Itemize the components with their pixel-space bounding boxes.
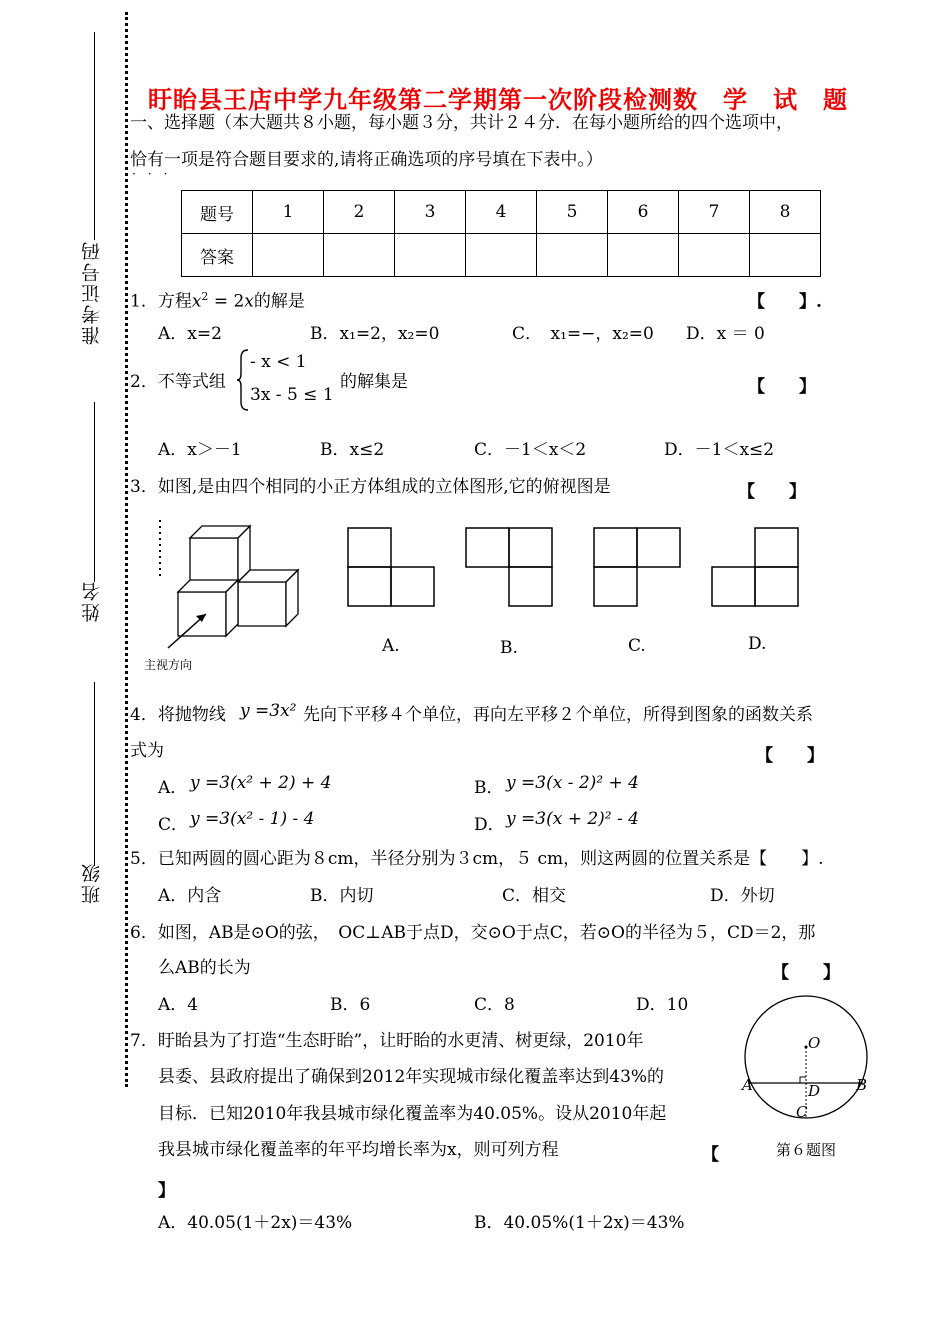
answer-cell[interactable] — [253, 234, 324, 277]
q3-view-direction-label: 主视方向 — [144, 658, 193, 672]
table-row — [182, 234, 821, 277]
q7-bracket-open: 【 — [702, 1145, 719, 1165]
q2-option-b: B．x≤2 — [320, 440, 385, 460]
q6-label-d: D — [808, 1082, 821, 1100]
q3-option-b-figure — [464, 526, 556, 608]
answer-table — [181, 190, 821, 277]
q2-option-d: D．－1＜x≤2 — [664, 440, 775, 460]
q5-stem: 5．已知两圆的圆心距为８cm，半径分别为３cm，５ cm，则这两圆的位置关系是【 】. — [130, 849, 824, 869]
q6-label-a: A — [742, 1076, 753, 1094]
q4-stem-end: 式为 — [130, 741, 164, 761]
name-label: 姓名 — [81, 580, 103, 622]
class-label: 班级 — [81, 862, 103, 904]
table-row — [182, 191, 821, 234]
q6-answer-bracket: 【 】 — [772, 963, 840, 983]
q3-answer-bracket: 【 】 — [738, 482, 806, 502]
q4-option-d: y =3(x + 2)² - 4 — [506, 809, 639, 829]
q6-circle-figure — [735, 990, 885, 1130]
answer-cell[interactable] — [537, 234, 608, 277]
q3-option-d-figure — [710, 526, 802, 608]
q7-line1: 7．盱眙县为了打造“生态盱眙”，让盱眙的水更清、树更绿，2010年 — [130, 1031, 644, 1051]
q4-option-d-label: D． — [474, 815, 505, 835]
q3-stem: 3．如图,是由四个相同的小正方体组成的立体图形,它的俯视图是 — [130, 477, 611, 497]
q6-label-c: C — [796, 1103, 808, 1121]
answer-cell[interactable] — [608, 234, 679, 277]
table-cell: 4 — [466, 191, 537, 234]
table-cell: 7 — [679, 191, 750, 234]
q1-eq-x: x — [191, 291, 202, 312]
table-head-answer: 答案 — [182, 234, 253, 277]
table-cell: 8 — [750, 191, 821, 234]
q1-stem — [130, 287, 305, 312]
table-cell: 6 — [608, 191, 679, 234]
q7-option-a: A．40.05(1＋2x)＝43% — [158, 1213, 353, 1233]
q5-option-b: B．内切 — [310, 886, 374, 906]
q1-option-d: D．x ＝ 0 — [686, 324, 765, 344]
q5-option-d: D．外切 — [710, 886, 775, 906]
q2-stem: 2．不等式组 — [130, 372, 226, 392]
q1-option-b: B．x₁=2，x₂=0 — [310, 324, 440, 344]
q1-eq-x2: x — [244, 291, 254, 312]
q3-option-a: A. — [382, 636, 400, 656]
q1-eq-sup: 2 — [201, 290, 209, 303]
q1-option-a: A．x=2 — [158, 324, 222, 344]
q2-inequality-2: 3x - 5 ≤ 1 — [250, 385, 334, 405]
binding-line — [94, 682, 95, 866]
section1-line2: 恰有一项是符合题目要求的,请将正确选项的序号填在下表中。） — [130, 150, 603, 170]
q6-option-d: D．10 — [636, 995, 689, 1015]
answer-cell[interactable] — [395, 234, 466, 277]
seal-dotted-line — [125, 12, 128, 1087]
table-cell: 5 — [537, 191, 608, 234]
q2-system-brace — [236, 348, 250, 412]
q5-option-a: A．内含 — [158, 886, 222, 906]
q6-label-o: O — [808, 1034, 821, 1052]
q4-stem-start: 4．将抛物线 — [130, 705, 226, 725]
q2-option-c: C．－1＜x＜2 — [474, 440, 587, 460]
q6-figure-caption: 第６题图 — [776, 1141, 837, 1159]
answer-cell[interactable] — [324, 234, 395, 277]
q1-option-c: C． x₁=−，x₂=0 — [512, 324, 654, 344]
q1-stem-end: 的解是 — [253, 291, 305, 312]
q7-option-b: B．40.05%(1＋2x)＝43% — [474, 1213, 685, 1233]
q6-option-c: C．8 — [474, 995, 515, 1015]
q1-eq-mid: = 2 — [208, 291, 245, 312]
answer-cell[interactable] — [466, 234, 537, 277]
exam-number-label: 准考证号码 — [81, 240, 103, 345]
q2-stem-end: 的解集是 — [340, 372, 408, 392]
answer-cell[interactable] — [750, 234, 821, 277]
binding-line — [94, 32, 95, 240]
table-head-number: 题号 — [182, 191, 253, 234]
binding-line — [94, 402, 95, 582]
q3-option-d: D. — [748, 634, 767, 654]
q5-option-c: C．相交 — [502, 886, 567, 906]
q3-option-c-figure — [592, 526, 684, 608]
q6-stem: 6．如图，AB是⊙O的弦， OC⊥AB于点D，交⊙O于点C，若⊙O的半径为５，CD＝2，那 — [130, 923, 816, 943]
q6-option-b: B．6 — [330, 995, 371, 1015]
answer-cell[interactable] — [679, 234, 750, 277]
q6-option-a: A．4 — [158, 995, 199, 1015]
q4-answer-bracket: 【 】 — [756, 746, 824, 766]
table-cell: 1 — [253, 191, 324, 234]
q3-cube-figure — [150, 516, 300, 656]
q7-line4: 我县城市绿化覆盖率的年平均增长率为x，则可列方程 — [158, 1140, 559, 1160]
table-cell: 3 — [395, 191, 466, 234]
q7-bracket-close: 】 — [158, 1181, 175, 1201]
q7-line3: 目标．已知2010年我县城市绿化覆盖率为40.05%。设从2010年起 — [158, 1104, 667, 1124]
q7-line2: 县委、县政府提出了确保到2012年实现城市绿化覆盖率达到43%的 — [158, 1067, 665, 1087]
q3-option-b: B. — [500, 638, 518, 658]
q4-stem-rest: 先向下平移４个单位，再向左平移２个单位，所得到图象的函数关系 — [303, 705, 813, 725]
q2-answer-bracket: 【 】 — [748, 377, 816, 397]
q1-answer-bracket: 【 】. — [748, 292, 822, 312]
table-cell: 2 — [324, 191, 395, 234]
q4-option-b-label: B． — [474, 778, 504, 798]
q4-function: y =3x² — [240, 701, 297, 721]
page-title: 盱眙县王店中学九年级第二学期第一次阶段检测数 学 试 题 — [148, 85, 848, 114]
q6-stem-cont: 么AB的长为 — [158, 958, 251, 978]
q3-option-c: C. — [628, 636, 646, 656]
q1-stem-start: 1．方程 — [130, 291, 192, 312]
q4-option-a: y =3(x² + 2) + 4 — [190, 773, 332, 793]
q4-option-a-label: A． — [158, 778, 188, 798]
q6-label-b: B — [856, 1076, 868, 1094]
q4-option-c: y =3(x² - 1) - 4 — [190, 809, 315, 829]
q2-option-a: A．x＞－1 — [158, 440, 242, 460]
emphasis-dots: · · · — [132, 167, 168, 181]
q4-option-c-label: C． — [158, 815, 189, 835]
section1-line1: 一、选择题（本大题共８小题，每小题３分，共计２４分．在每小题所给的四个选项中， — [130, 113, 793, 133]
q4-option-b: y =3(x - 2)² + 4 — [506, 773, 639, 793]
q3-option-a-figure — [346, 526, 438, 608]
q2-inequality-1: - x < 1 — [250, 352, 307, 372]
